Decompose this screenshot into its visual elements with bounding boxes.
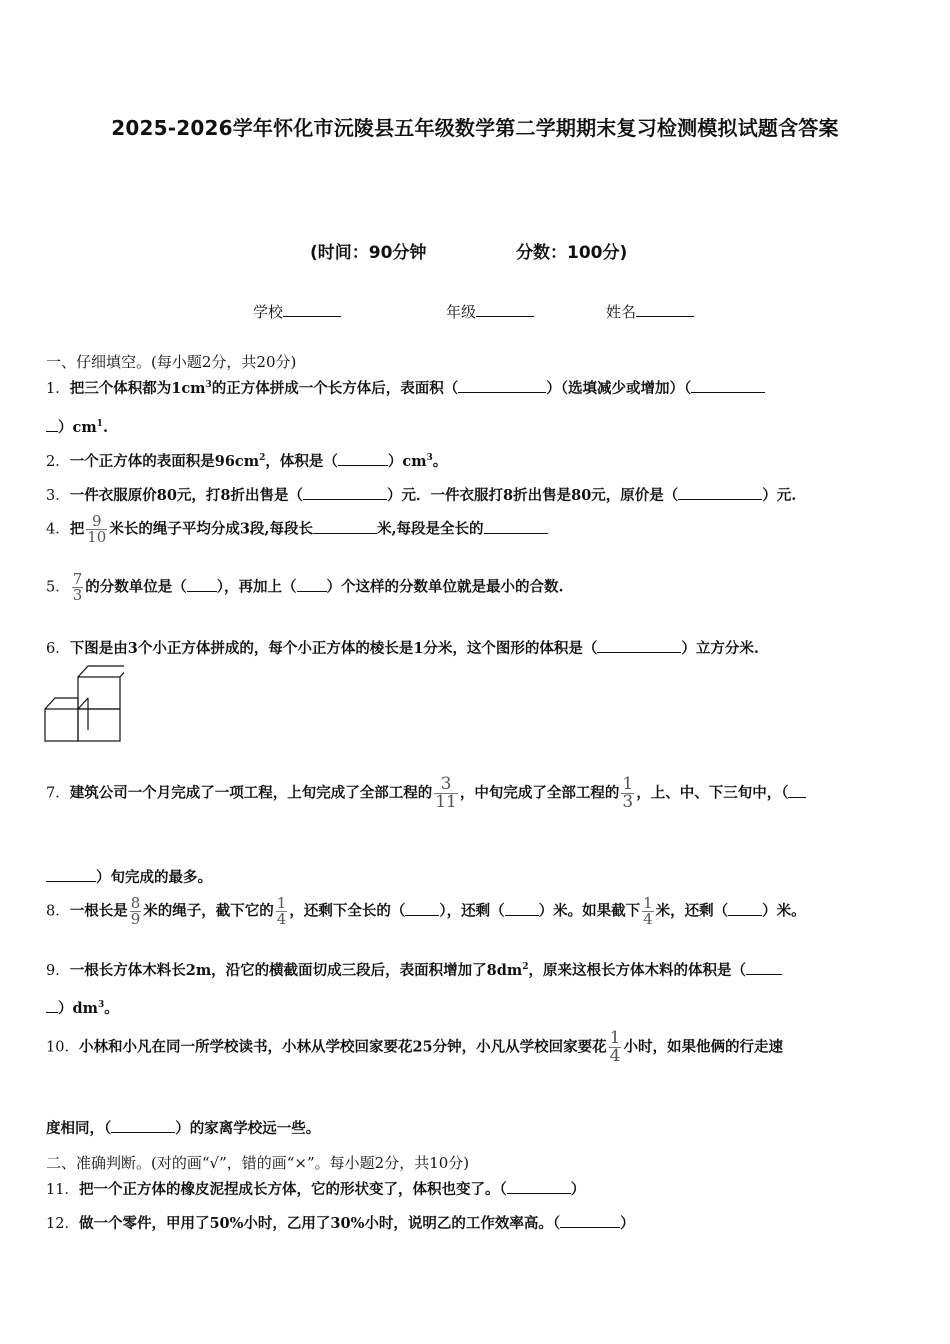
fraction: $\frac{3}{11}$ bbox=[435, 774, 457, 812]
question-12: 12．做一个零件，甲用了50%小时，乙用了30%小时，说明乙的工作效率高。（ ） bbox=[46, 1215, 635, 1232]
question-3: 3．一件衣服原价80元，打8折出售是（ ）元．一件衣服打8折出售是80元，原价是（ ）元. bbox=[46, 487, 797, 504]
answer-blank[interactable] bbox=[187, 577, 217, 592]
fraction: $\frac{1}{4}$ bbox=[609, 1028, 621, 1066]
answer-blank[interactable] bbox=[46, 998, 58, 1013]
answer-blank[interactable] bbox=[728, 901, 762, 916]
answer-blank[interactable] bbox=[560, 1213, 620, 1228]
grade-label: 年级 bbox=[446, 303, 477, 321]
fraction: $\frac{8}{9}$ bbox=[130, 894, 141, 928]
answer-blank[interactable] bbox=[746, 960, 782, 975]
answer-blank[interactable] bbox=[338, 451, 388, 466]
answer-blank[interactable] bbox=[458, 378, 546, 393]
answer-blank[interactable] bbox=[313, 519, 377, 534]
question-10-cont: 度相同，（ ）的家离学校远一些。 bbox=[46, 1120, 321, 1137]
question-7: 7．建筑公司一个月完成了一项工程，上旬完成了全部工程的 $\frac{3}{11}$ ，中旬完成了全部工程的 $\frac{1}{3}$ ，上、中、下三旬中，（ bbox=[46, 776, 806, 811]
exam-score: 分数：100分) bbox=[516, 243, 628, 263]
section-2-heading: 二、准确判断。(对的画“√”，错的画“×”。每小题2分，共10分) bbox=[46, 1154, 470, 1172]
section-1-heading: 一、仔细填空。(每小题2分，共20分) bbox=[46, 353, 297, 371]
question-7-cont: ）旬完成的最多。 bbox=[46, 866, 212, 887]
answer-blank[interactable] bbox=[597, 638, 681, 653]
answer-blank[interactable] bbox=[691, 378, 765, 393]
name-field[interactable] bbox=[606, 301, 694, 322]
question-9: 9．一根长方体木料长2m，沿它的横截面切成三段后，表面积增加了$8dm^2$，原来这根长方体木料的体积是（ bbox=[46, 959, 782, 980]
question-1: 1．把三个体积都为$1cm^3$的正方体拼成一个长方体后，表面积（ ）（选填减少或增加）（ bbox=[46, 377, 765, 398]
question-5: 5． $\frac{7}{3}$ 的分数单位是（ ），再加上（ ）个这样的分数单位就是最小的合数. bbox=[46, 570, 564, 604]
question-1-cont: ）$cm^1$. bbox=[46, 416, 108, 437]
fraction: $\frac{1}{4}$ bbox=[643, 894, 653, 928]
page-title: 2025-2026学年怀化市沅陵县五年级数学第二学期期末复习检测模拟试题含答案 bbox=[111, 116, 839, 140]
fraction: $\frac{1}{4}$ bbox=[276, 894, 287, 928]
question-2: 2．一个正方体的表面积是$96cm^2$，体积是（ ）$cm^3$。 bbox=[46, 453, 448, 470]
answer-blank[interactable] bbox=[303, 485, 387, 500]
question-9-cont: ）$dm^3$。 bbox=[46, 997, 119, 1018]
answer-blank[interactable] bbox=[111, 1118, 175, 1133]
school-field[interactable] bbox=[253, 301, 341, 322]
fraction: $\frac{9}{10}$ bbox=[87, 512, 107, 546]
question-4: 4．把 $\frac{9}{10}$ 米长的绳子平均分成3段,每段长 米,每段是全长的 bbox=[46, 514, 548, 545]
answer-blank[interactable] bbox=[507, 1179, 571, 1194]
answer-blank[interactable] bbox=[405, 901, 439, 916]
name-label: 姓名 bbox=[606, 303, 637, 321]
three-cubes-figure-icon bbox=[44, 663, 124, 745]
question-6: 6．下图是由3个小正方体拼成的，每个小正方体的棱长是1分米，这个图形的体积是（ ）立方分米. bbox=[46, 640, 759, 657]
answer-blank[interactable] bbox=[46, 417, 58, 432]
answer-blank[interactable] bbox=[484, 519, 548, 534]
answer-blank[interactable] bbox=[297, 577, 327, 592]
answer-blank[interactable] bbox=[505, 901, 539, 916]
answer-blank[interactable] bbox=[678, 485, 762, 500]
fraction: $\frac{1}{3}$ bbox=[622, 774, 634, 812]
grade-field[interactable] bbox=[446, 301, 534, 322]
exam-time: (时间：90分钟 bbox=[310, 243, 427, 263]
question-8: 8．一根长是 $\frac{8}{9}$ 米的绳子，截下它的 $\frac{1}{4}$ ，还剩下全长的（ ），还剩（ ）米。如果截下 $\frac{1}{4}$ 米，还剩（ ）米。 bbox=[46, 894, 806, 928]
answer-blank[interactable] bbox=[46, 867, 96, 882]
answer-blank[interactable] bbox=[788, 783, 806, 798]
question-10: 10．小林和小凡在同一所学校读书，小林从学校回家要花25分钟，小凡从学校回家要花 $\frac{1}{4}$ 小时，如果他俩的行走速 bbox=[46, 1028, 783, 1066]
question-11: 11．把一个正方体的橡皮泥捏成长方体，它的形状变了，体积也变了。（ ） bbox=[46, 1181, 586, 1198]
fraction: $\frac{7}{3}$ bbox=[72, 570, 83, 604]
school-label: 学校 bbox=[253, 303, 284, 321]
